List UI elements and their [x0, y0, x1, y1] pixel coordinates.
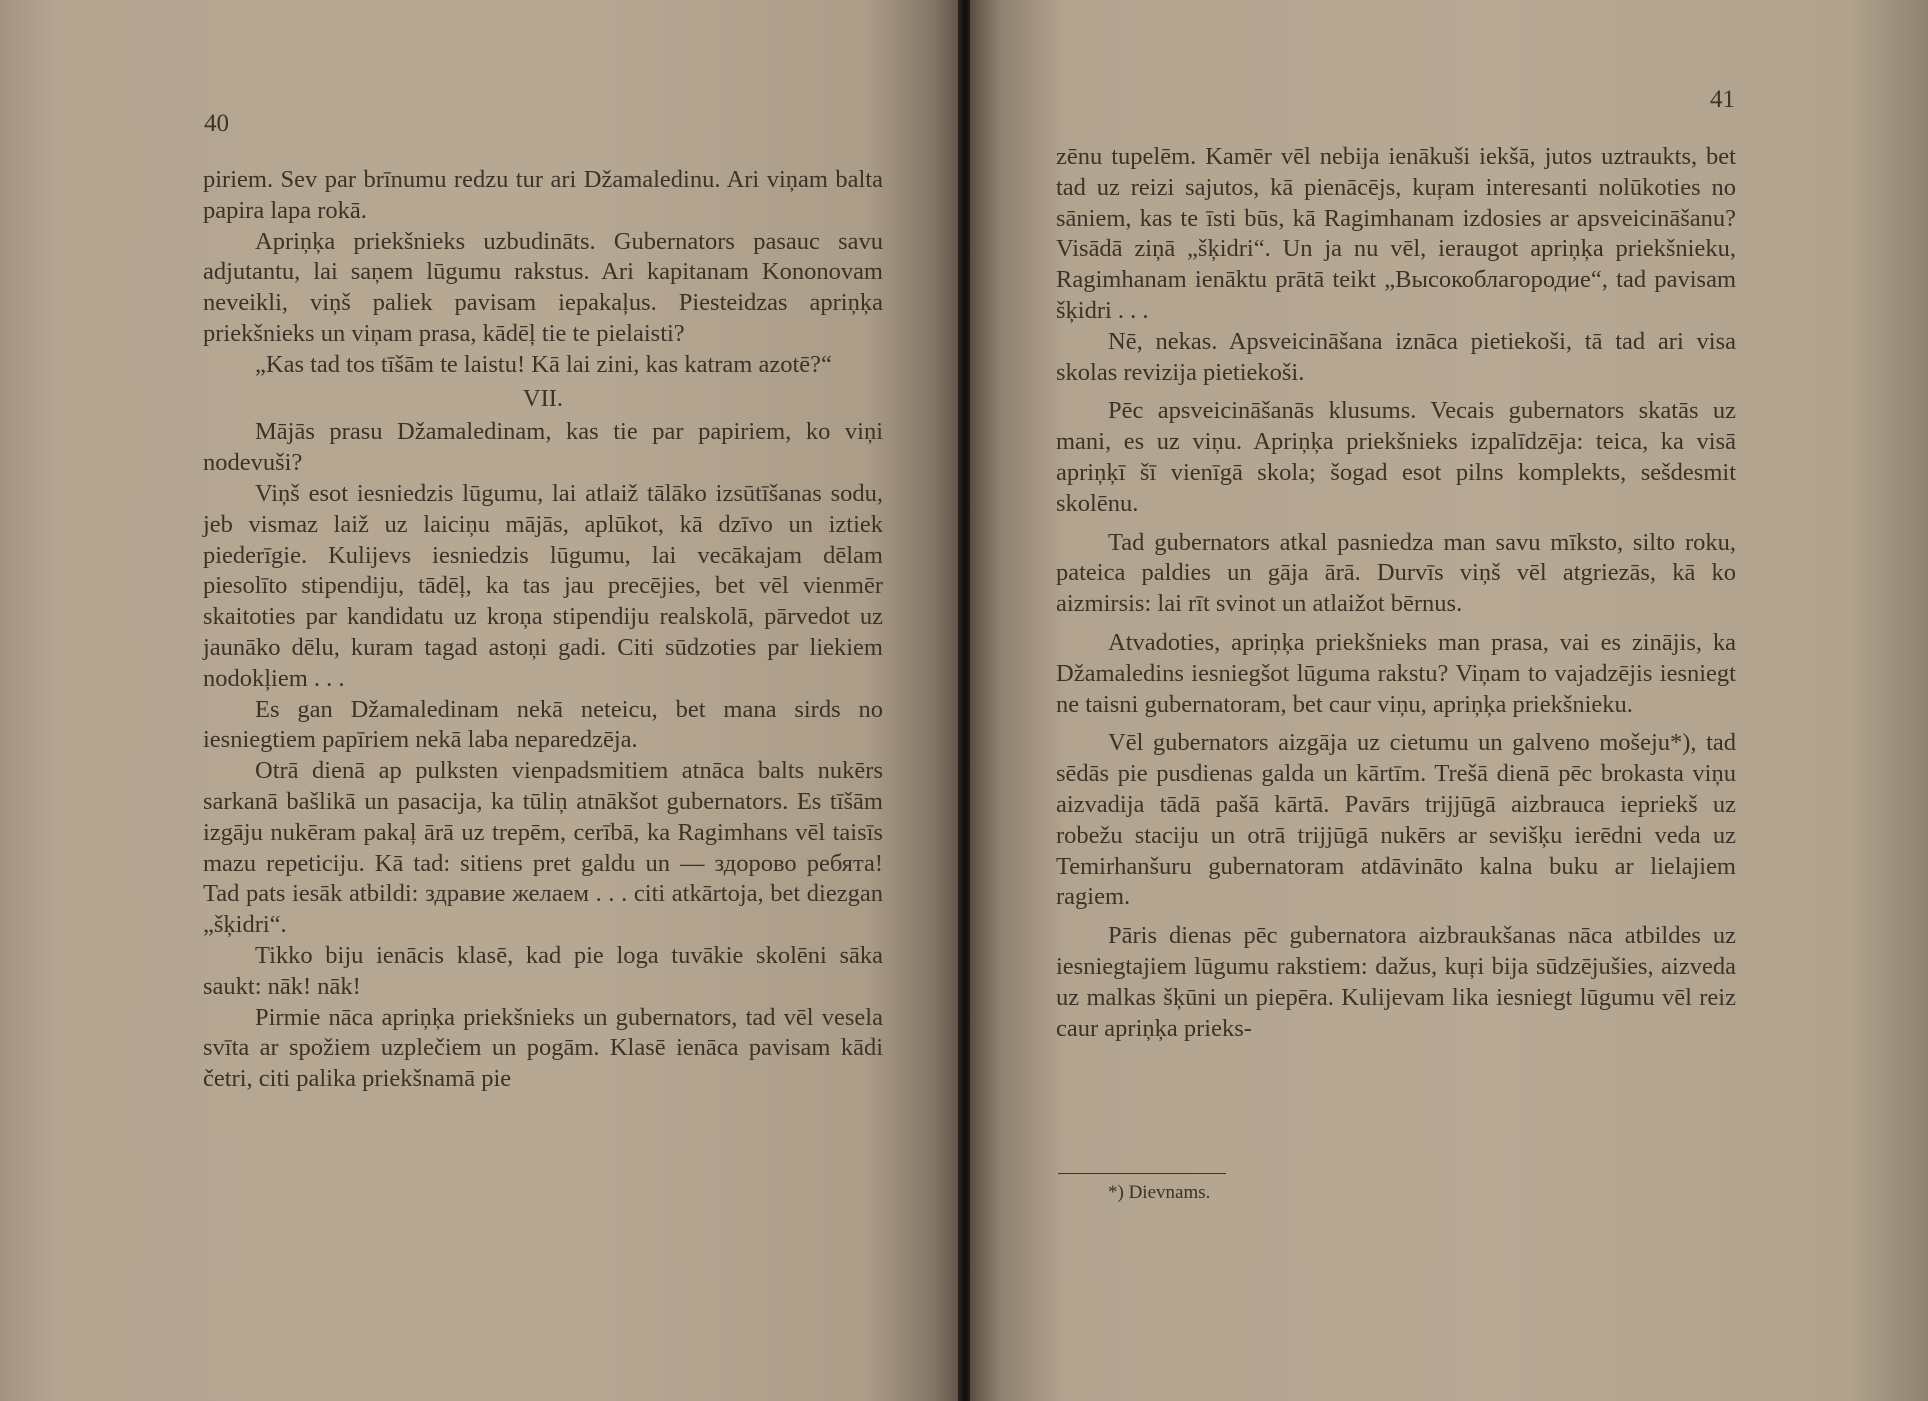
paragraph: Tikko biju ienācis klasē, kad pie loga tuvākie skolēni sāka saukt: nāk! nāk! [203, 941, 883, 1000]
paragraph: „Kas tad tos tīšām te laistu! Kā lai zini, kas katram azotē?“ [255, 350, 832, 378]
left-page-text [203, 165, 883, 1095]
paragraph: Tad gubernators atkal pasniedza man savu mīksto, silto roku, pateica paldies un gāja ārā. Durvīs viņš vēl atgriezās, kā ko aizmirsis: lai rīt svinot un atlaižot bērnus. [1056, 528, 1736, 618]
footnote-rule [1058, 1173, 1226, 1174]
paragraph: Es gan Džamaledinam nekā neteicu, bet mana sirds no iesniegtiem papīriem nekā laba neparedzēja. [203, 695, 883, 754]
left-page [0, 0, 962, 1401]
paragraph: piriem. Sev par brīnumu redzu tur ari Džamaledinu. Ari viņam balta papira lapa rokā. [203, 166, 883, 224]
paragraph: zēnu tupelēm. Kamēr vēl nebija ienākuši iekšā, jutos uztraukts, bet tad uz reizi sajutos, kā pienācējs, kuŗam interesanti nolūkoties no sāniem, kas te īsti būs, kā Ragimhanam izdosies ar apsveicināšanu? Visādā ziņā „šķidri“. Un ja nu vēl, ieraugot apriņķa priekšnieku, Ragimhanam ienāktu prātā teikt „Высокоблагородие“, tad pavisam šķidri . . . [1056, 143, 1736, 324]
right-page [970, 0, 1928, 1401]
page-number-left: 40 [204, 110, 229, 137]
paragraph: Pēc apsveicināšanās klusums. Vecais gubernators skatās uz mani, es uz viņu. Apriņķa priekšnieks izpalīdzēja: teica, ka visā apriņķī šī vienīgā skola; šogad esot pilns komplekts, sešdesmit skolēnu. [1056, 397, 1736, 517]
paragraph: Atvadoties, apriņķa priekšnieks man prasa, vai es zinājis, ka Džamaledins iesniegšot lūguma rakstu? Viņam to vajadzējis iesniegt ne taisni gubernatoram, bet caur viņu, apriņķa priekšnieku. [1056, 628, 1736, 718]
footnote: *) Dievnams. [1108, 1182, 1211, 1203]
paragraph: Vēl gubernators aizgāja uz cietumu un galveno mošeju*), tad sēdās pie pusdienas galda un kārtīm. Trešā dienā pēc brokasta viņu aizvadija tādā pašā kārtā. Pavārs trijjūgā aizbrauca iepriekš uz robežu staciju un otrā trijjūgā nukērs ar sevišķu ierēdni veda uz Temirhanšuru gubernatoram atdāvināto kalna buku ar lielajiem ragiem. [1056, 729, 1736, 911]
paragraph: Nē, nekas. Apsveicināšana iznāca pietiekoši, tā tad ari visa skolas revizija pietiekoši. [1056, 327, 1736, 386]
page-number-right: 41 [1710, 86, 1735, 113]
chapter-heading: VII. [522, 384, 564, 412]
paragraph: Apriņķa priekšnieks uzbudināts. Gubernators pasauc savu adjutantu, lai saņem lūgumu rakstus. Ari kapitanam Kononovam neveikli, viņš paliek pavisam iepakaļus. Piesteidzas apriņķa priekšnieks un viņam prasa, kādēļ tie te pielaisti? [203, 227, 883, 347]
paragraph: Pāris dienas pēc gubernatora aizbraukšanas nāca atbildes uz iesniegtajiem lūgumu rakstiem: dažus, kuŗi bija sūdzējušies, aizveda uz malkas šķūni un piepēra. Kulijevam lika iesniegt lūgumu vēl reiz caur apriņķa prieks- [1056, 922, 1736, 1042]
paragraph: Mājās prasu Džamaledinam, kas tie par papiriem, ko viņi nodevuši? [203, 418, 883, 477]
paragraph: Pirmie nāca apriņķa priekšnieks un gubernators, tad vēl vesela svīta ar spožiem uzplečiem un pogām. Klasē ienāca pavisam kādi četri, citi palika priekšnamā pie [203, 1003, 883, 1093]
paragraph: Otrā dienā ap pulksten vienpadsmitiem atnāca balts nukērs sarkanā bašlikā un pasacija, ka tūliņ atnākšot gubernators. Es tīšām izgāju nukēram pakaļ ārā uz trepēm, cerībā, ka Ragimhans vēl taisīs mazu repeticiju. Kā tad: sitiens pret galdu un — здорово ребята! Tad pats iesāk atbildi: здравие желаем . . . citi atkārtoja, bet diezgan „šķidri“. [203, 757, 883, 939]
paragraph: Viņš esot iesniedzis lūgumu, lai atlaiž tālāko izsūtīšanas sodu, jeb vismaz laiž uz laiciņu mājās, aplūkot, kā dzīvo un iztiek piederīgie. Kulijevs iesniedzis lūgumu, lai vecākajam dēlam piesolīto stipendiju, tādēļ, ka tas jau precējies, bet vēl vienmēr skaitoties par kandidatu uz kroņa stipendiju realskolā, pārvedot uz jaunāko dēlu, kuram tagad astoņi gadi. Citi sūdzoties par liekiem nodokļiem . . . [203, 479, 883, 692]
right-page-text [1056, 142, 1736, 1044]
